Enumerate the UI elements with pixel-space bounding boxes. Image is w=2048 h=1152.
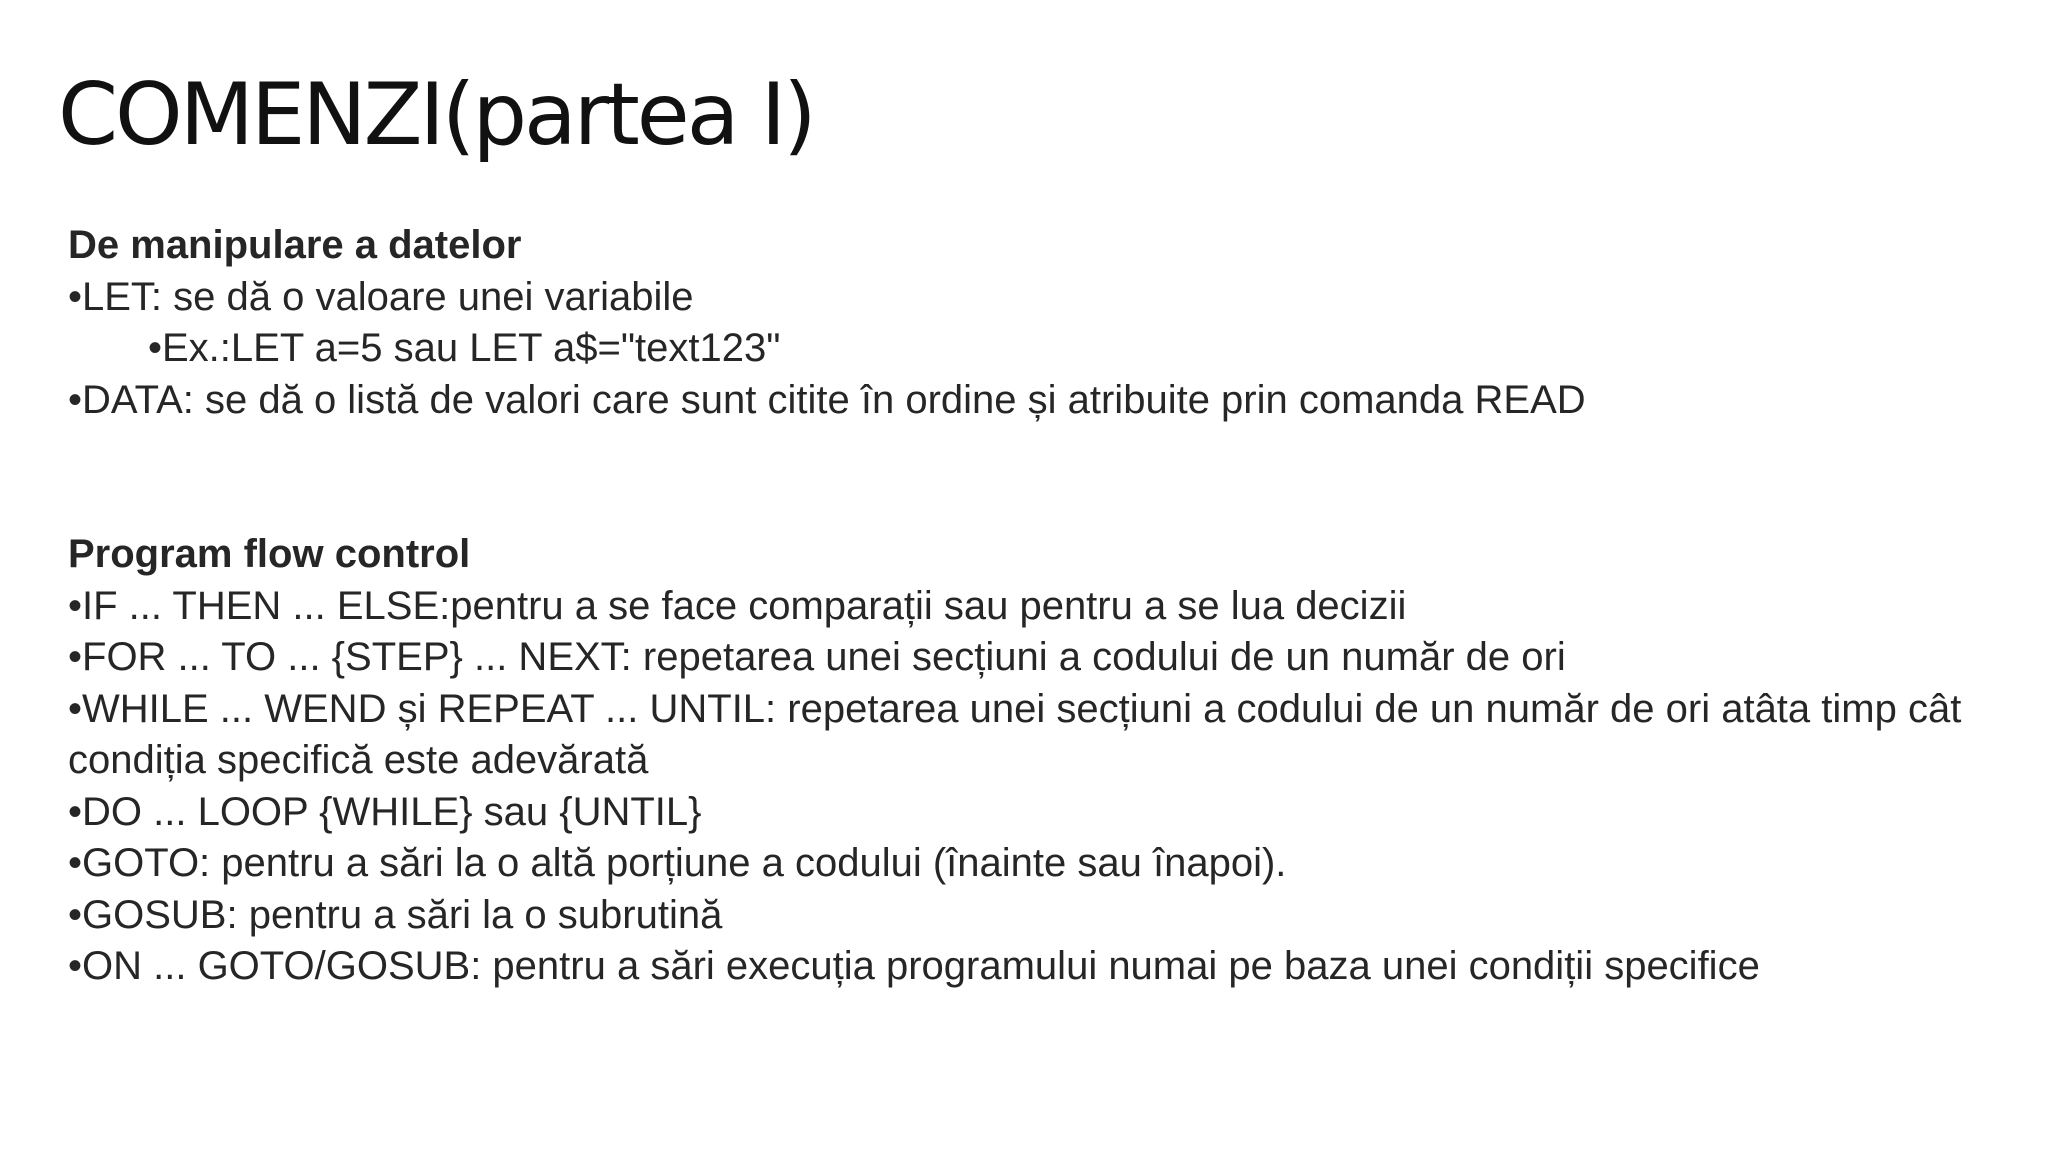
section-heading: Program flow control <box>68 532 471 576</box>
bullet-let: •LET: se dă o valoare unei variabile <box>68 274 694 319</box>
bullet-goto: •GOTO: pentru a sări la o altă porțiune a codului (înainte sau înapoi). <box>68 841 1287 885</box>
slide-title: COMENZI(partea I) <box>58 65 814 165</box>
bullet-if-then-else: •IF ... THEN ... ELSE:pentru a se face comparații sau pentru a se lua decizii <box>68 583 1407 628</box>
bullet-for-next: •FOR ... TO ... {STEP} ... NEXT: repetarea unei secțiuni a codului de un număr de ori <box>68 635 1566 679</box>
section-gap <box>68 426 2008 529</box>
section-program-flow-control <box>68 529 2008 993</box>
bullet-while-repeat: •WHILE ... WEND și REPEAT ... UNTIL: repetarea unei secțiuni a codului de un număr de ori atâta timp cât condiția specifică este adevărată <box>68 686 1962 782</box>
bullet-let-example: •Ex.:LET a=5 sau LET a$="text123" <box>148 326 781 370</box>
bullet-data: •DATA: se dă o listă de valori care sunt citite în ordine și atribuite prin comanda READ <box>68 377 1586 422</box>
bullet-on-goto-gosub: •ON ... GOTO/GOSUB: pentru a sări execuția programului numai pe baza unei condiții specifice <box>68 944 1760 988</box>
bullet-gosub: •GOSUB: pentru a sări la o subrutină <box>68 892 723 937</box>
slide-content <box>68 220 2008 993</box>
bullet-do-loop: •DO ... LOOP {WHILE} sau {UNTIL} <box>68 789 702 834</box>
section-heading: De manipulare a datelor <box>68 223 522 267</box>
section-data-manipulation <box>68 220 2008 426</box>
